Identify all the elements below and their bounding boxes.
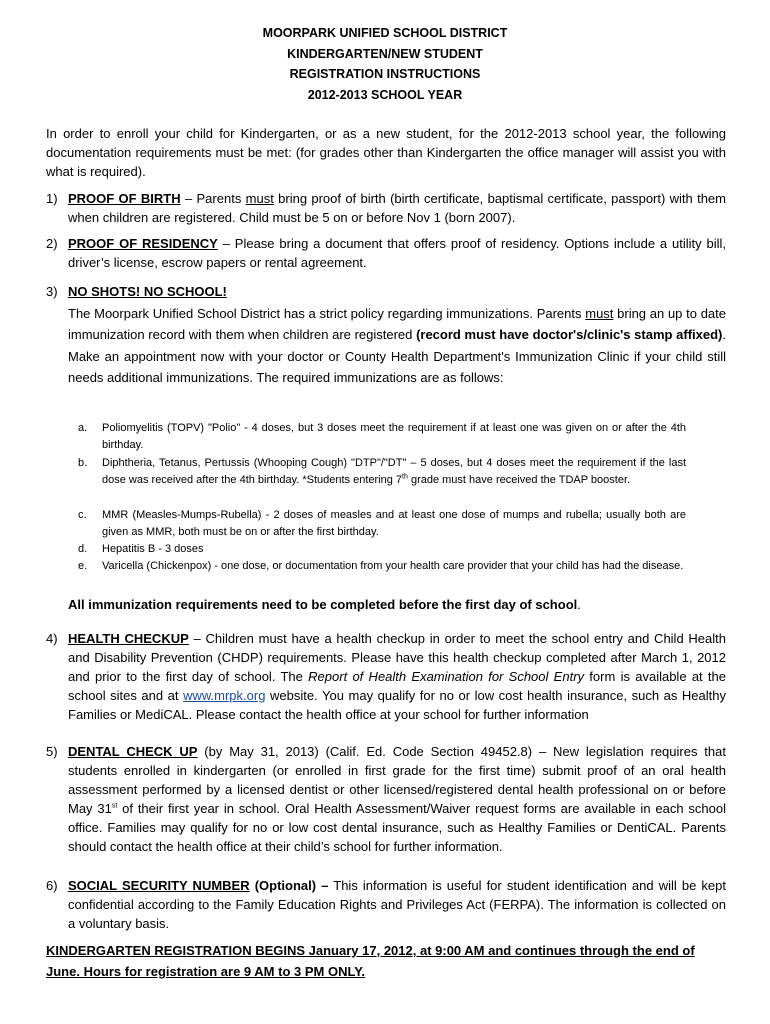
item-text: (by May 31, 2013) (Calif. Ed. Code Section 49452.8) – New legislation requires that students enrolled in kindergarten (or enrolled in first grade for the first time) submit proof of an oral health assessment performed by a licensed dentist or other licensed/registered dental health professional on or before May 31	[68, 744, 726, 816]
item-number: 6)	[46, 878, 58, 893]
sub-text: Poliomyelitis (TOPV) "Polio" - 4 doses, but 3 doses meet the requirement if at least one was given on or after the 4th birthday.	[102, 422, 686, 451]
item-body	[68, 742, 726, 856]
sub-text: Varicella (Chickenpox) - one dose, or documentation from your health care provider that your child has had the disease.	[102, 560, 684, 572]
item-text: bring an up to date immunization record with them when children are registered	[68, 305, 727, 342]
sub-letter: c.	[78, 509, 87, 521]
title-line-instructions: REGISTRATION INSTRUCTIONS	[289, 67, 481, 81]
sub-letter: e.	[78, 560, 88, 572]
item-form-title: Report of Health Examination for School Entry	[308, 669, 585, 684]
registration-dates-notice: KINDERGARTEN REGISTRATION BEGINS January 17, 2012, at 9:00 AM and continues through the end of June. Hours for registration are 9 AM to 3 PM ONLY.	[46, 943, 695, 979]
closing-body	[68, 595, 726, 614]
sub-letter: d.	[78, 543, 88, 555]
immunization-polio	[78, 420, 686, 454]
item-bold-note: (record must have doctor's/clinic's stamp affixed)	[416, 327, 723, 342]
item-proof-of-residency	[46, 234, 726, 272]
sub-letter: a.	[78, 422, 88, 434]
item-heading: NO SHOTS! NO SCHOOL!	[68, 284, 227, 299]
item-text: website. You may qualify for no or low cost health insurance, such as Healthy Families or MediCAL. Please contact the health office at your school for further information	[68, 688, 726, 722]
item-body	[68, 629, 726, 724]
immunization-closing-note	[46, 595, 726, 614]
item-number: 3)	[46, 284, 58, 299]
item-text: – Parents	[180, 191, 246, 206]
item-text: of their first year in school. Oral Health Assessment/Waiver request forms are available in each school office. Families may qualify for no or low cost dental insurance, such as Healthy Families or DentiCAL. Parents should contact the health office at their child’s school for further information.	[68, 801, 726, 854]
item-number: 1)	[46, 191, 58, 206]
item-body	[68, 876, 726, 933]
item-number: 5)	[46, 744, 58, 759]
sub-superscript: th	[402, 473, 408, 481]
item-dental-checkup	[46, 742, 726, 856]
item-heading: PROOF OF RESIDENCY	[68, 236, 218, 251]
item-heading: SOCIAL SECURITY NUMBER	[68, 878, 250, 893]
item-text: – Children must have a health checkup in order to meet the school entry and Child Health and Disability Prevention (CHDP) requirements. Please have this health checkup completed after March 1, 2012 and prior to the first day of school. The	[68, 631, 726, 684]
item-proof-of-birth	[46, 189, 726, 227]
item-heading: HEALTH CHECKUP	[68, 631, 189, 646]
item-number: 4)	[46, 631, 58, 646]
title-line-district: MOORPARK UNIFIED SCHOOL DISTRICT	[262, 26, 508, 40]
item-social-security	[46, 876, 726, 933]
item-body	[68, 189, 726, 227]
document-title	[0, 23, 770, 105]
immunization-dtp	[78, 455, 686, 489]
item-text: form is available at the school sites and at	[68, 669, 726, 703]
item-emphasis: must	[245, 191, 274, 206]
sub-text-part: Diphtheria, Tetanus, Pertussis (Whooping Cough) "DTP"/"DT" – 5 doses, but 4 doses meet the requirement if the last dose was received after the 4th birthday. *Students entering 7	[102, 457, 686, 486]
item-text: This information is useful for student identification and will be kept confidential according to the Family Education Rights and Privileges Act (FERPA). The information is collected on a voluntary basis.	[68, 878, 726, 931]
closing-period: .	[577, 597, 581, 612]
item-immunizations	[46, 281, 726, 389]
item-text: bring proof of birth (birth certificate, baptismal certificate, passport) with them when children are registered. Child must be 5 on or before Nov 1 (born 2007).	[68, 191, 726, 225]
item-body	[68, 281, 726, 389]
sub-text: MMR (Measles-Mumps-Rubella) - 2 doses of measles and at least one dose of mumps and rubella; usually both are given as MMR, both must be on or after the first birthday.	[102, 509, 686, 538]
sub-text: Hepatitis B - 3 doses	[102, 543, 204, 555]
sub-text	[102, 455, 686, 489]
closing-text: All immunization requirements need to be completed before the first day of school	[68, 597, 578, 612]
item-text: The Moorpark Unified School District has a strict policy regarding immunizations. Parents	[68, 305, 586, 321]
immunization-mmr	[78, 507, 686, 541]
item-superscript: st	[111, 802, 118, 810]
item-number: 2)	[46, 236, 58, 251]
title-line-year: 2012-2013 SCHOOL YEAR	[307, 87, 463, 102]
item-text: – Please bring a document that offers proof of residency. Options include a utility bill, driver’s license, escrow papers or rental agreement.	[68, 236, 726, 270]
item-heading: PROOF OF BIRTH	[68, 191, 181, 206]
immunization-hepatitis	[78, 541, 686, 558]
item-heading-suffix: (Optional) –	[249, 878, 329, 893]
item-text: . Make an appointment now with your doctor or County Health Department's Immunization Clinic if your child still needs additional immunizations. The required immunizations are as follows:	[68, 327, 726, 385]
item-heading: DENTAL CHECK UP	[68, 744, 198, 759]
immunization-varicella	[78, 558, 686, 575]
website-link[interactable]: www.mrpk.org	[183, 688, 266, 703]
item-body	[68, 234, 726, 272]
item-emphasis: must	[585, 305, 614, 321]
intro-paragraph: In order to enroll your child for Kindergarten, or as a new student, for the 2012-2013 school year, the following documentation requirements must be met: (for grades other than Kindergarten the office manager will assist you with what is required).	[46, 126, 726, 179]
sub-letter: b.	[78, 457, 88, 469]
title-line-student: KINDERGARTEN/NEW STUDENT	[287, 46, 483, 61]
item-health-checkup	[46, 629, 726, 724]
sub-text-part: grade must have received the TDAP booster.	[407, 474, 631, 486]
